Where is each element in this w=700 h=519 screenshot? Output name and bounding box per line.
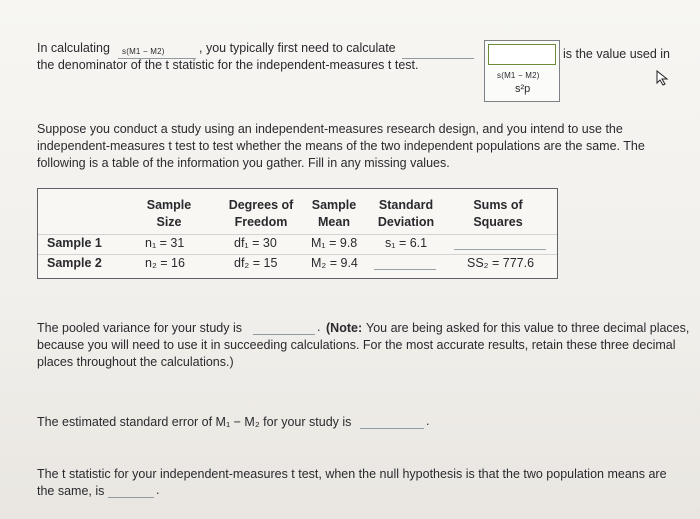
header-ss-1: Sums of [473, 198, 523, 212]
answer-dropdown[interactable] [484, 40, 560, 102]
tstat-input[interactable] [108, 497, 154, 498]
header-sd-1: Standard [378, 198, 434, 212]
dropdown-option-pooled-variance[interactable]: s²p [515, 83, 531, 95]
tstat-line2: the same, is [37, 484, 105, 498]
header-sample-size-1: Sample [146, 198, 192, 212]
pooled-line3: places throughout the calculations.) [37, 355, 234, 369]
cell-df1: df₁ = 30 [234, 236, 277, 250]
scenario-line2: independent-measures t test to test whether the means of the two independent populations are the same. The [37, 139, 645, 153]
header-mean-2: Mean [318, 215, 350, 229]
header-df-2: Freedom [234, 215, 288, 229]
scenario-line1: Suppose you conduct a study using an independent-measures research design, and you intend to use the [37, 122, 623, 136]
cell-df2: df₂ = 15 [234, 256, 278, 270]
header-df-1: Degrees of [228, 198, 294, 212]
row-label-sample-2: Sample 2 [47, 256, 102, 270]
intro-middle: , you typically first need to calculate [199, 41, 396, 55]
header-sample-size-2: Size [156, 215, 182, 229]
tstat-line1: The t statistic for your independent-measures t test, when the null hypothesis is that the two population means are [37, 467, 667, 481]
stderr-period: . [426, 414, 430, 428]
dropdown-option-s-m1-m2[interactable]: s(M1 − M2) [497, 71, 540, 80]
pooled-note: You are being asked for this value to three decimal places, [366, 321, 690, 335]
tstat-period: . [156, 483, 160, 497]
header-ss-2: Squares [473, 215, 523, 229]
input-ss1[interactable] [454, 249, 546, 250]
cell-m1: M₁ = 9.8 [311, 236, 358, 250]
row-separator [38, 234, 557, 235]
pooled-prefix: The pooled variance for your study is [37, 321, 242, 335]
header-sd-2: Deviation [377, 215, 435, 229]
answer-dropdown-selection[interactable] [488, 44, 556, 65]
scenario-line3: following is a table of the information you gather. Fill in any missing values. [37, 156, 450, 170]
mouse-cursor-icon [656, 70, 670, 86]
input-s2[interactable] [374, 269, 436, 270]
cell-ss2: SS₂ = 777.6 [467, 256, 535, 270]
header-mean-1: Sample [311, 198, 357, 212]
row-label-sample-1: Sample 1 [47, 236, 102, 250]
cell-m2: M₂ = 9.4 [311, 256, 358, 270]
stderr-text: The estimated standard error of M₁ − M₂ for your study is [37, 415, 352, 429]
pooled-period: . [317, 320, 321, 334]
intro-symbol: s(M1 − M2) [122, 47, 165, 56]
pooled-note-label: (Note: [326, 321, 363, 335]
stderr-input[interactable] [360, 428, 424, 429]
intro-prefix: In calculating [37, 41, 110, 55]
data-table [37, 188, 558, 279]
cell-n1: n₁ = 31 [145, 236, 185, 250]
intro-line2: the denominator of the t statistic for the independent-measures t test. [37, 58, 419, 72]
cell-s1: s₁ = 6.1 [385, 236, 428, 250]
pooled-variance-input[interactable] [253, 334, 315, 335]
cell-n2: n₂ = 16 [145, 256, 185, 270]
intro-suffix: is the value used in [563, 47, 671, 61]
pooled-line2: because you will need to use it in succeeding calculations. For the most accurate results, retain these three decimal [37, 338, 676, 352]
